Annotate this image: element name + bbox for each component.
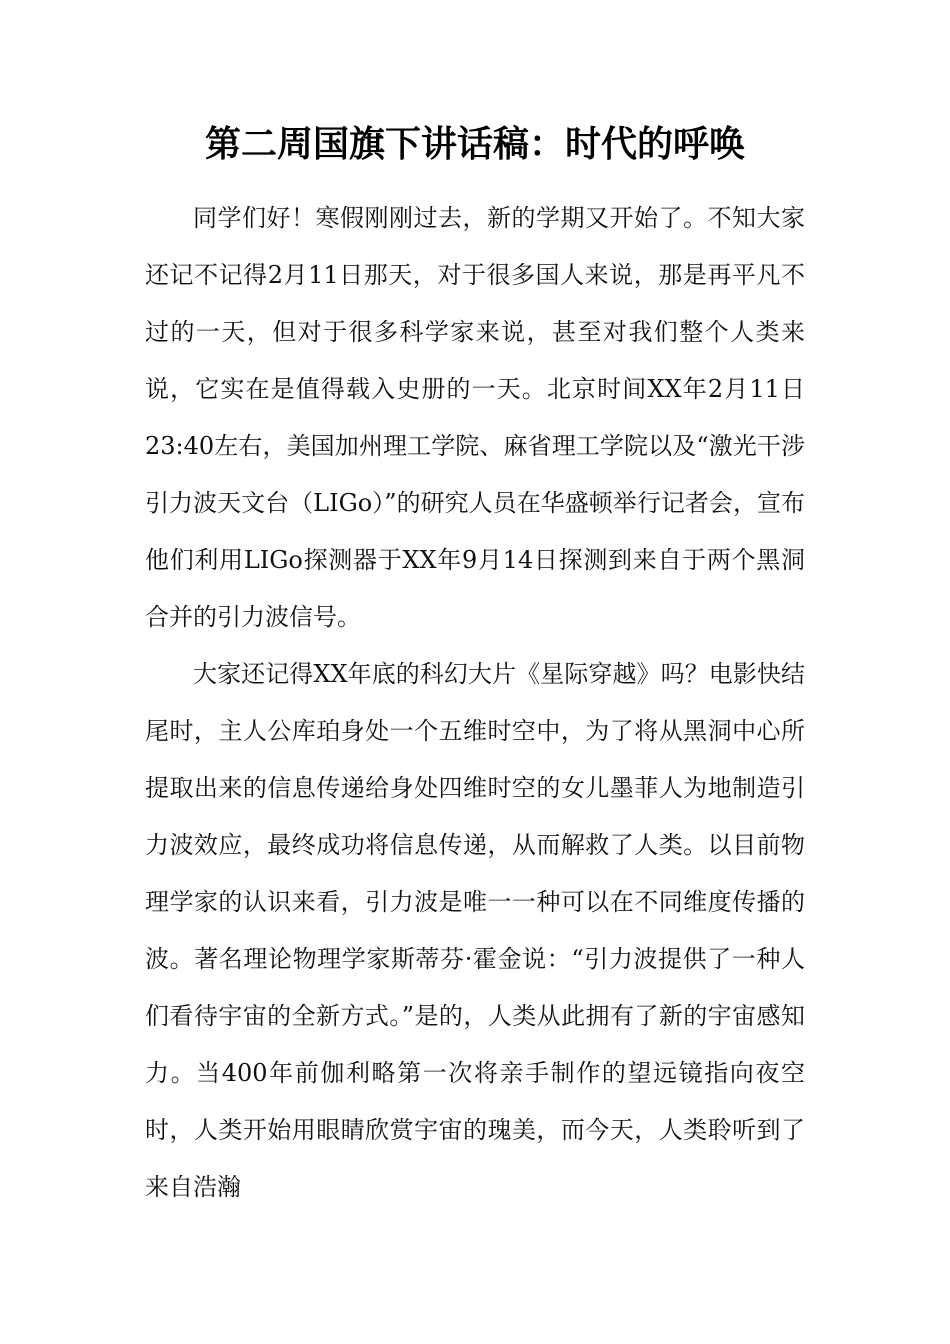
- paragraph-1: 同学们好！寒假刚刚过去，新的学期又开始了。不知大家还记不记得2月11日那天，对于很多国人来说，那是再平凡不过的一天，但对于很多科学家来说，甚至对我们整个人类来说，它实在是值得载入史册的一天。北京时间XX年2月11日23:40左右，美国加州理工学院、麻省理工学院以及“激光干涉引力波天文台（LIGo）”的研究人员在华盛顿举行记者会，宣布他们利用LIGo探测器于XX年9月14日探测到来自于两个黑洞合并的引力波信号。: [145, 204, 805, 631]
- document-body: [145, 190, 805, 1216]
- document-title: 第二周国旗下讲话稿：时代的呼唤: [204, 124, 745, 165]
- paragraph-2: 大家还记得XX年底的科幻大片《星际穿越》吗？电影快结尾时，主人公库珀身处一个五维时空中，为了将从黑洞中心所提取出来的信息传递给身处四维时空的女儿墨菲人为地制造引力波效应，最终成功将信息传递，从而解救了人类。以目前物理学家的认识来看，引力波是唯一一种可以在不同维度传播的波。著名理论物理学家斯蒂芬·霍金说：“引力波提供了一种人们看待宇宙的全新方式。”是的，人类从此拥有了新的宇宙感知力。当400年前伽利略第一次将亲手制作的望远镜指向夜空时，人类开始用眼睛欣赏宇宙的瑰美，而今天，人类聆听到了来自浩瀚: [145, 660, 805, 1201]
